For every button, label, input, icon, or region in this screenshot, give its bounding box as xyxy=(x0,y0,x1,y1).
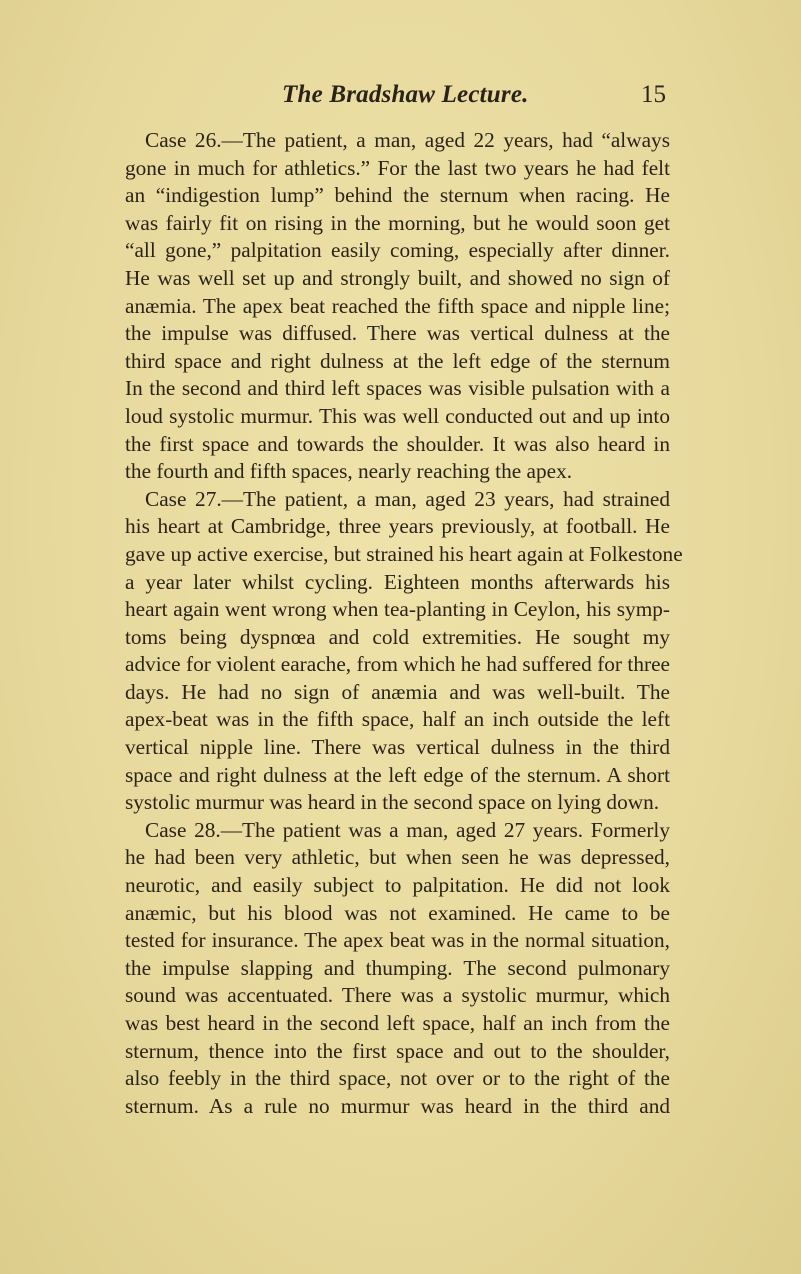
text-line: days. He had no sign of anæmia and was well-built. The xyxy=(125,679,670,704)
page-number: 15 xyxy=(641,81,666,108)
text-line: anæmia. The apex beat reached the fifth space and nipple line; xyxy=(125,293,670,318)
text-line: an “indigestion lump” behind the sternum when racing. He xyxy=(125,183,670,208)
text-line: In the second and third left spaces was visible pulsation with a xyxy=(125,376,670,401)
text-line: Case 28.—The patient was a man, aged 27 years. Formerly xyxy=(145,817,670,842)
text-line: sound was accentuated. There was a systolic murmur, which xyxy=(125,983,670,1008)
text-line: He was well set up and strongly built, and showed no sign of xyxy=(125,265,670,290)
body-text xyxy=(125,127,683,1120)
text-line: was fairly fit on rising in the morning, but he would soon get xyxy=(125,210,670,235)
text-line: the first space and towards the shoulder. It was also heard in xyxy=(125,431,670,456)
text-line: gone in much for athletics.” For the last two years he had felt xyxy=(125,155,670,180)
text-line: sternum, thence into the first space and out to the shoulder, xyxy=(125,1038,670,1063)
text-line: his heart at Cambridge, three years previously, at football. He xyxy=(125,514,670,539)
text-line: systolic murmur was heard in the second space on lying down. xyxy=(125,790,660,815)
text-line: loud systolic murmur. This was well conducted out and up into xyxy=(125,403,670,428)
text-line: heart again went wrong when tea-planting in Ceylon, his symp- xyxy=(125,597,670,622)
text-line: Case 27.—The patient, a man, aged 23 years, had strained xyxy=(145,486,670,511)
text-line: toms being dyspnœa and cold extremities. He sought my xyxy=(125,624,670,649)
text-line: space and right dulness at the left edge of the sternum. A short xyxy=(125,762,670,787)
text-line: advice for violent earache, from which he had suffered for three xyxy=(125,652,670,677)
text-line: the fourth and fifth spaces, nearly reaching the apex. xyxy=(125,459,573,484)
text-line: apex-beat was in the fifth space, half an inch outside the left xyxy=(125,707,670,732)
text-line: sternum. As a rule no murmur was heard in the third and xyxy=(125,1093,670,1118)
text-line: gave up active exercise, but strained his heart again at Folkestone xyxy=(125,541,683,566)
running-title: The Bradshaw Lecture. xyxy=(282,81,529,108)
text-line: he had been very athletic, but when seen he was depressed, xyxy=(125,845,670,870)
text-line: a year later whilst cycling. Eighteen months afterwards his xyxy=(125,569,670,594)
text-line: anæmic, but his blood was not examined. He came to be xyxy=(125,900,670,925)
text-line: “all gone,” palpitation easily coming, especially after dinner. xyxy=(125,238,670,263)
running-head xyxy=(282,81,666,113)
text-line: the impulse slapping and thumping. The second pulmonary xyxy=(125,955,670,980)
text-line: third space and right dulness at the left edge of the sternum xyxy=(125,348,670,373)
text-line: tested for insurance. The apex beat was in the normal situation, xyxy=(125,928,670,953)
text-line: the impulse was diffused. There was vertical dulness at the xyxy=(125,321,670,346)
text-line: also feebly in the third space, not over or to the right of the xyxy=(125,1066,670,1091)
text-line: Case 26.—The patient, a man, aged 22 years, had “always xyxy=(145,128,670,152)
text-line: vertical nipple line. There was vertical dulness in the third xyxy=(125,735,670,760)
text-line: neurotic, and easily subject to palpitation. He did not look xyxy=(125,873,670,898)
text-line: was best heard in the second left space, half an inch from the xyxy=(125,1011,670,1035)
